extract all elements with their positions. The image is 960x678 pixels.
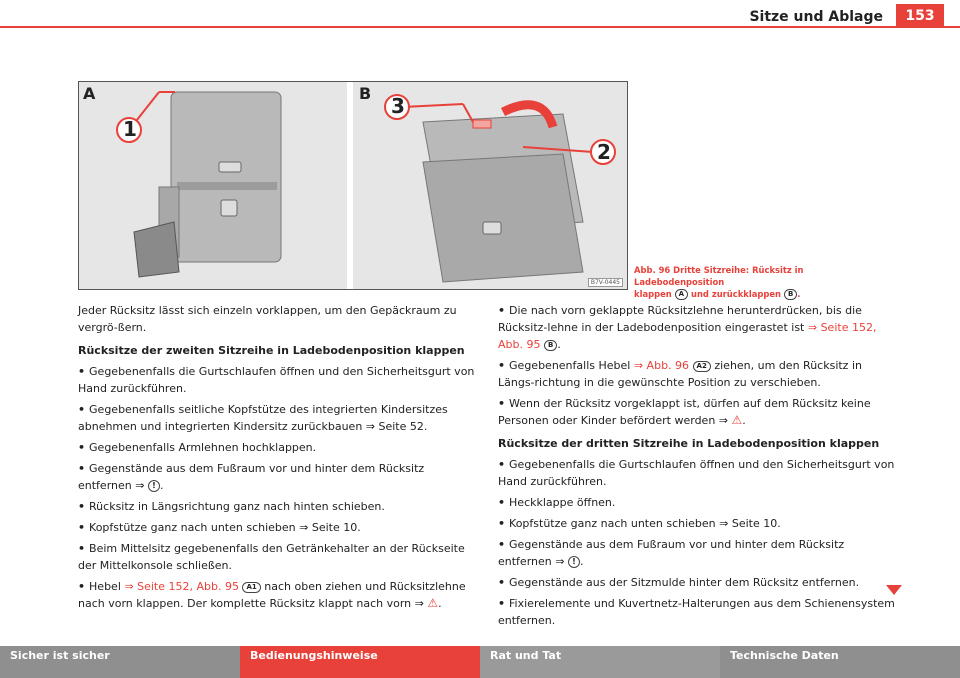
list-item: • Gegenstände aus dem Fußraum vor und hinter dem Rücksitz entfernen ⇒ ! .	[78, 462, 425, 492]
list-item: • Gegebenenfalls Hebel ⇒ Abb. 96 A2 ziehen, um den Rücksitz in Längs-richtung in die gewünschte Position zu verschieben.	[498, 359, 862, 389]
figure-label-b: B	[359, 84, 372, 103]
warning-icon: ⚠	[427, 596, 439, 610]
note-icon: !	[148, 480, 160, 492]
list-item: • Hebel ⇒ Seite 152, Abb. 95 A1 nach oben ziehen und Rücksitzlehne nach vorn klappen. Der komplette Rücksitz klappt nach vorn ⇒ ⚠.	[78, 580, 466, 610]
callout-badge: B	[544, 340, 557, 351]
caption-line2: klappen	[634, 289, 672, 299]
footer-nav	[0, 646, 960, 678]
page-reference-link[interactable]: ⇒ Seite 152, Abb. 95	[498, 321, 877, 351]
callout-a1: 1	[123, 117, 137, 141]
list-item: • Beim Mittelsitz gegebenenfalls den Getränkehalter an der Rückseite der Mittelkonsole schließen.	[78, 542, 465, 572]
warning-icon: ⚠	[731, 413, 743, 427]
section-heading-third-row: Rücksitze der dritten Sitzreihe in Ladebodenposition klappen	[498, 437, 880, 450]
next-page-arrow-icon[interactable]	[886, 585, 902, 595]
intro-text: Jeder Rücksitz lässt sich einzeln vorklappen, um den Gepäckraum zu vergrö-ßern.	[78, 304, 457, 334]
list-item: • Gegebenenfalls die Gurtschlaufen öffnen und den Sicherheitsgurt von Hand zurückführen.	[498, 458, 895, 488]
section-heading-second-row: Rücksitze der zweiten Sitzreihe in Ladebodenposition klappen	[78, 344, 465, 357]
page-number: 153	[896, 4, 944, 28]
callout-b2: 2	[597, 140, 611, 164]
list-item: • Wenn der Rücksitz vorgeklappt ist, dürfen auf dem Rücksitz keine Personen oder Kinder befördert werden ⇒ ⚠.	[498, 397, 871, 427]
list-item: • Die nach vorn geklappte Rücksitzlehne herunterdrücken, bis die Rücksitz-lehne in der Ladebodenposition eingerastet ist ⇒ Seite 152, Abb. 95 B .	[498, 304, 877, 351]
figure-caption	[634, 264, 894, 300]
list-item: • Gegebenenfalls Armlehnen hochklappen.	[78, 441, 317, 454]
footer-tab-sicher[interactable]: Sicher ist sicher	[0, 646, 240, 678]
caption-line1: Abb. 96 Dritte Sitzreihe: Rücksitz in Ladebodenposition	[634, 265, 804, 287]
footer-tab-bedienung[interactable]: Bedienungshinweise	[240, 646, 480, 678]
left-column	[78, 302, 478, 616]
caption-badge-a: A	[675, 289, 688, 300]
callout-badge: A2	[693, 361, 711, 372]
list-item: • Fixierelemente und Kuvertnetz-Halterungen aus dem Schienensystem entfernen.	[498, 597, 895, 627]
figure-code: B7V-0445	[588, 278, 623, 287]
callout-b3: 3	[391, 94, 405, 118]
list-item: • Heckklappe öffnen.	[498, 496, 616, 509]
header-rule	[0, 26, 960, 28]
list-item: • Kopfstütze ganz nach unten schieben ⇒ Seite 10.	[498, 517, 781, 530]
figure-panel-a	[79, 82, 347, 289]
page-header-title: Sitze und Ablage	[749, 9, 883, 25]
right-column	[498, 302, 898, 633]
figure-panel-b	[353, 82, 627, 289]
list-item: • Gegenstände aus der Sitzmulde hinter dem Rücksitz entfernen.	[498, 576, 860, 589]
footer-tab-rat[interactable]: Rat und Tat	[480, 646, 720, 678]
page-reference-link[interactable]: ⇒ Seite 152, Abb. 95	[124, 580, 239, 593]
caption-line3: und zurückklappen	[691, 289, 782, 299]
callout-badge: A1	[242, 582, 260, 593]
figure-96	[78, 81, 628, 290]
note-icon: !	[568, 556, 580, 568]
caption-end: .	[797, 289, 801, 299]
list-item: • Gegenstände aus dem Fußraum vor und hinter dem Rücksitz entfernen ⇒ ! .	[498, 538, 845, 568]
caption-badge-b: B	[784, 289, 797, 300]
footer-tab-technik[interactable]: Technische Daten	[720, 646, 960, 678]
list-item: • Gegebenenfalls die Gurtschlaufen öffnen und den Sicherheitsgurt von Hand zurückführen.	[78, 365, 475, 395]
figure-label-a: A	[83, 84, 96, 103]
list-item: • Kopfstütze ganz nach unten schieben ⇒ Seite 10.	[78, 521, 361, 534]
list-item: • Gegebenenfalls seitliche Kopfstütze des integrierten Kindersitzes abnehmen und integrierten Kindersitz zurückbauen ⇒ Seite 52.	[78, 403, 448, 433]
list-item: • Rücksitz in Längsrichtung ganz nach hinten schieben.	[78, 500, 385, 513]
figure-reference-link[interactable]: ⇒ Abb. 96	[633, 359, 690, 372]
seat-illustration-a	[79, 82, 347, 289]
